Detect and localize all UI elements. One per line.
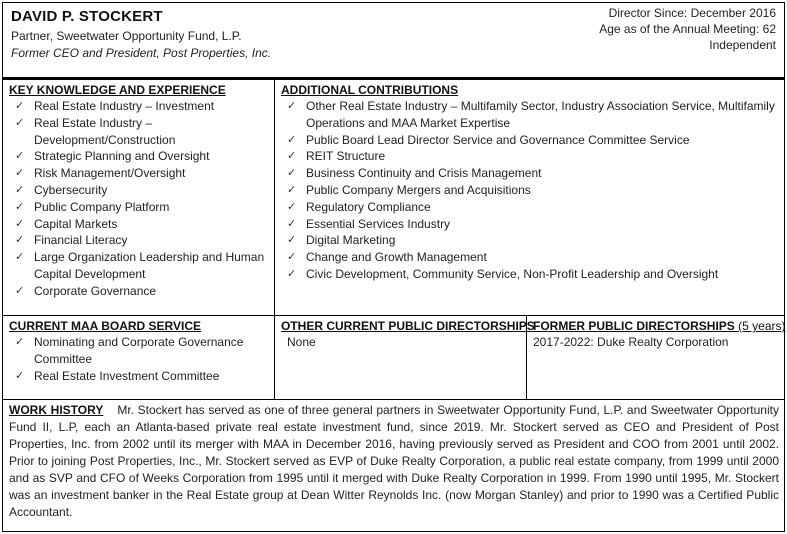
list-item: ✓ Real Estate Investment Committee bbox=[15, 368, 220, 383]
other-directorships-title: OTHER CURRENT PUBLIC DIRECTORSHIPS bbox=[281, 319, 535, 333]
directorships-row bbox=[3, 316, 784, 400]
checkmark-icon: ✓ bbox=[287, 234, 297, 247]
key-knowledge-title: KEY KNOWLEDGE AND EXPERIENCE bbox=[9, 83, 226, 97]
checkmark-icon: ✓ bbox=[15, 200, 25, 213]
former-directorships-value: 2017-2022: Duke Realty Corporation bbox=[533, 335, 729, 349]
former-directorships-period: (5 years) bbox=[738, 319, 786, 333]
key-knowledge-section bbox=[9, 82, 273, 317]
checkmark-icon: ✓ bbox=[287, 133, 297, 146]
checkmark-icon: ✓ bbox=[15, 100, 25, 112]
checkmark-icon: ✓ bbox=[287, 200, 297, 213]
list-item: ✓ Civic Development, Community Service, Non-Profit Leadership and Oversight bbox=[287, 266, 719, 281]
other-directorships-section bbox=[274, 316, 535, 399]
former-directorships-section bbox=[526, 316, 784, 399]
key-knowledge-list bbox=[9, 98, 273, 300]
work-history-section bbox=[3, 400, 784, 531]
checkmark-icon: ✓ bbox=[15, 183, 25, 196]
additional-contributions-section bbox=[274, 80, 784, 315]
list-item: ✓ Public Company Platform bbox=[15, 199, 170, 214]
list-item: ✓ Strategic Planning and Oversight bbox=[15, 149, 210, 164]
director-profile-card bbox=[2, 2, 785, 532]
list-item: ✓ Public Board Lead Director Service and Governance Committee Service bbox=[287, 132, 690, 147]
director-meta bbox=[599, 5, 776, 53]
list-item: ✓ Large Organization Leadership and Human Capital Development bbox=[15, 250, 265, 281]
list-item: ✓ Business Continuity and Crisis Management bbox=[287, 166, 542, 181]
checkmark-icon: ✓ bbox=[287, 251, 297, 264]
list-item: ✓ Cybersecurity bbox=[15, 182, 108, 197]
other-directorships-value: None bbox=[287, 335, 316, 349]
checkmark-icon: ✓ bbox=[15, 150, 25, 163]
additional-contributions-title: ADDITIONAL CONTRIBUTIONS bbox=[281, 83, 459, 97]
checkmark-icon: ✓ bbox=[287, 267, 297, 280]
list-item: ✓ Regulatory Compliance bbox=[287, 199, 431, 214]
checkmark-icon: ✓ bbox=[287, 150, 297, 163]
list-item: ✓ Public Company Mergers and Acquisitions bbox=[287, 182, 531, 197]
additional-contributions-list bbox=[281, 98, 784, 283]
director-age: Age as of the Annual Meeting: 62 bbox=[599, 22, 776, 36]
former-directorships-title: FORMER PUBLIC DIRECTORSHIPS (5 years) bbox=[533, 319, 786, 333]
list-item: ✓ Risk Management/Oversight bbox=[15, 166, 186, 181]
independence-status: Independent bbox=[709, 38, 776, 52]
current-role: Partner, Sweetwater Opportunity Fund, L.P. bbox=[11, 29, 242, 43]
checkmark-icon: ✓ bbox=[15, 234, 25, 247]
checkmark-icon: ✓ bbox=[15, 251, 25, 264]
checkmark-icon: ✓ bbox=[15, 116, 25, 129]
profile-header bbox=[3, 3, 784, 80]
former-role: Former CEO and President, Post Properties, Inc. bbox=[11, 46, 272, 60]
work-history-text: Mr. Stockert has served as one of three general partners in Sweetwater Opportunity Fund, L.P. and Sweetwater Opportunity Fund II, L.P, each an Atlanta-based private real estate investment fund, since 2019. Mr. Stockert served as CEO and President of Post Properties, Inc. from 2002 until its merger with MAA in December 2016, having previously served as President and COO from 2001 until 2002. Prior to joining Post Properties, Inc., Mr. Stockert served as EVP of Duke Realty Corporation, a public real estate company, from 1999 until 2000 and as SVP and CFO of Weeks Corporation from 1995 until it merged with Duke Realty Corporation in 1999. From 1990 until 1995, Mr. Stockert was an investment banker in the Real Estate group at Dean Witter Reynolds Inc. (now Morgan Stanley) and prior to 1990 was a Certified Public Accountant. bbox=[9, 403, 779, 519]
board-service-title: CURRENT MAA BOARD SERVICE bbox=[9, 319, 202, 333]
director-name: DAVID P. STOCKERT bbox=[11, 8, 163, 25]
list-item: ✓ Other Real Estate Industry – Multifamily Sector, Industry Association Service, Multifamily Operations and MAA Market Expertise bbox=[287, 99, 775, 130]
list-item: ✓ Nominating and Corporate Governance Committee bbox=[15, 335, 244, 366]
checkmark-icon: ✓ bbox=[15, 336, 25, 348]
checkmark-icon: ✓ bbox=[15, 167, 25, 180]
checkmark-icon: ✓ bbox=[287, 217, 297, 230]
work-history-title: WORK HISTORY bbox=[9, 403, 104, 417]
checkmark-icon: ✓ bbox=[15, 284, 25, 297]
checkmark-icon: ✓ bbox=[15, 369, 25, 382]
list-item: ✓ Digital Marketing bbox=[287, 233, 396, 248]
experience-row bbox=[3, 80, 784, 316]
board-service-list bbox=[9, 334, 273, 384]
list-item: ✓ Financial Literacy bbox=[15, 233, 128, 248]
list-item: ✓ Real Estate Industry – Development/Construction bbox=[15, 115, 176, 147]
checkmark-icon: ✓ bbox=[15, 217, 25, 230]
list-item: ✓ Capital Markets bbox=[15, 216, 118, 231]
checkmark-icon: ✓ bbox=[287, 100, 297, 112]
list-item: ✓ Corporate Governance bbox=[15, 283, 157, 298]
list-item: ✓ Real Estate Industry – Investment bbox=[15, 99, 215, 113]
list-item: ✓ Essential Services Industry bbox=[287, 216, 451, 231]
checkmark-icon: ✓ bbox=[287, 167, 297, 180]
director-since: Director Since: December 2016 bbox=[608, 6, 776, 20]
list-item: ✓ REIT Structure bbox=[287, 149, 386, 164]
list-item: ✓ Change and Growth Management bbox=[287, 250, 487, 265]
checkmark-icon: ✓ bbox=[287, 183, 297, 196]
work-history-paragraph bbox=[9, 402, 779, 521]
board-service-section bbox=[9, 318, 273, 401]
